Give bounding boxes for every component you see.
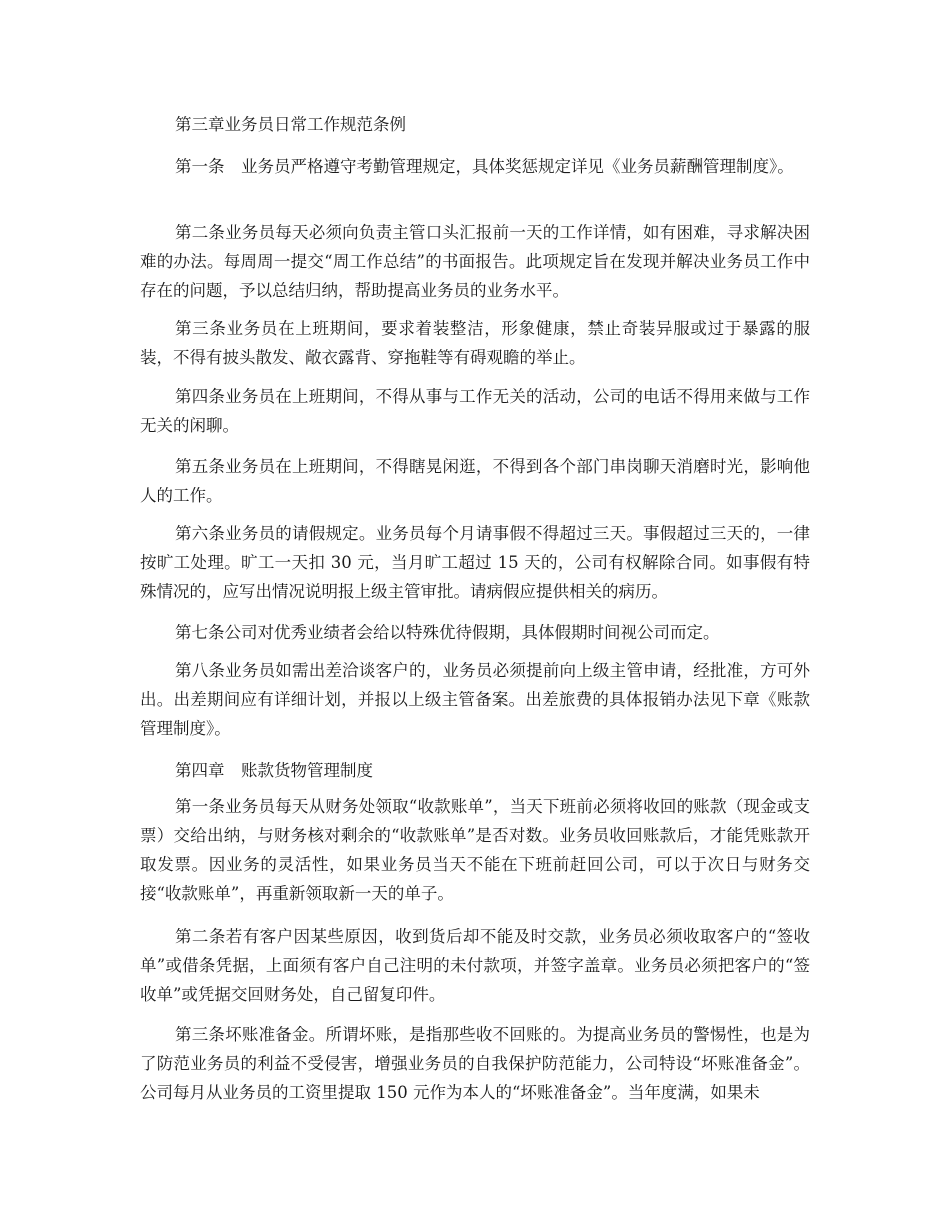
article-paragraph: 第一条业务员每天从财务处领取“收款账单”，当天下班前必须将收回的账款（现金或支票）交给出纳，与财务核对剩余的“收款账单”是否对数。业务员收回账款后，才能凭账款开取发票。因业务的灵活性，如果业务员当天不能在下班前赶回公司，可以于次日与财务交接“收款账单”，再重新领取新一天的单子。 bbox=[140, 797, 810, 903]
article-paragraph: 第八条业务员如需出差洽谈客户的，业务员必须提前向上级主管申请，经批准，方可外出。出差期间应有详细计划，并报以上级主管备案。出差旅费的具体报销办法见下章《账款管理制度》。 bbox=[140, 661, 810, 738]
article-paragraph: 第五条业务员在上班期间，不得瞎晃闲逛，不得到各个部门串岗聊天消磨时光，影响他人的工作。 bbox=[140, 457, 810, 505]
article-paragraph: 第四条业务员在上班期间，不得从事与工作无关的活动，公司的电话不得用来做与工作无关的闲聊。 bbox=[140, 387, 810, 435]
article-paragraph: 第一条 业务员严格遵守考勤管理规定，具体奖惩规定详见《业务员薪酬管理制度》。 bbox=[175, 157, 794, 176]
chapter-four-heading: 第四章 账款货物管理制度 bbox=[175, 761, 373, 780]
article-paragraph: 第三条业务员在上班期间，要求着装整洁，形象健康，禁止奇装异服或过于暴露的服装，不得有披头散发、敞衣露背、穿拖鞋等有碍观瞻的举止。 bbox=[140, 319, 810, 367]
chapter-three-heading: 第三章业务员日常工作规范条例 bbox=[175, 115, 406, 134]
article-paragraph: 第七条公司对优秀业绩者会给以特殊优待假期，具体假期时间视公司而定。 bbox=[175, 623, 720, 642]
article-paragraph: 第二条若有客户因某些原因，收到货后却不能及时交款，业务员必须收取客户的“签收单”或借条凭据，上面须有客户自己注明的未付款项，并签字盖章。业务员必须把客户的“签收单”或凭据交回财务处，自己留复印件。 bbox=[140, 927, 810, 1004]
article-paragraph: 第六条业务员的请假规定。业务员每个月请事假不得超过三天。事假超过三天的，一律按旷工处理。旷工一天扣 30 元，当月旷工超过 15 天的，公司有权解除合同。如事假有特殊情况的，应写出情况说明报上级主管审批。请病假应提供相关的病历。 bbox=[140, 524, 810, 601]
article-paragraph: 第三条坏账准备金。所谓坏账，是指那些收不回账的。为提高业务员的警惕性，也是为了防范业务员的利益不受侵害，增强业务员的自我保护防范能力，公司特设“坏账准备金”。公司每月从业务员的工资里提取 150 元作为本人的“坏账准备金”。当年度满，如果未 bbox=[140, 1025, 810, 1102]
article-paragraph: 第二条业务员每天必须向负责主管口头汇报前一天的工作详情，如有困难，寻求解决困难的办法。每周周一提交“周工作总结”的书面报告。此项规定旨在发现并解决业务员工作中存在的问题，予以总结归纳，帮助提高业务员的业务水平。 bbox=[140, 223, 810, 300]
